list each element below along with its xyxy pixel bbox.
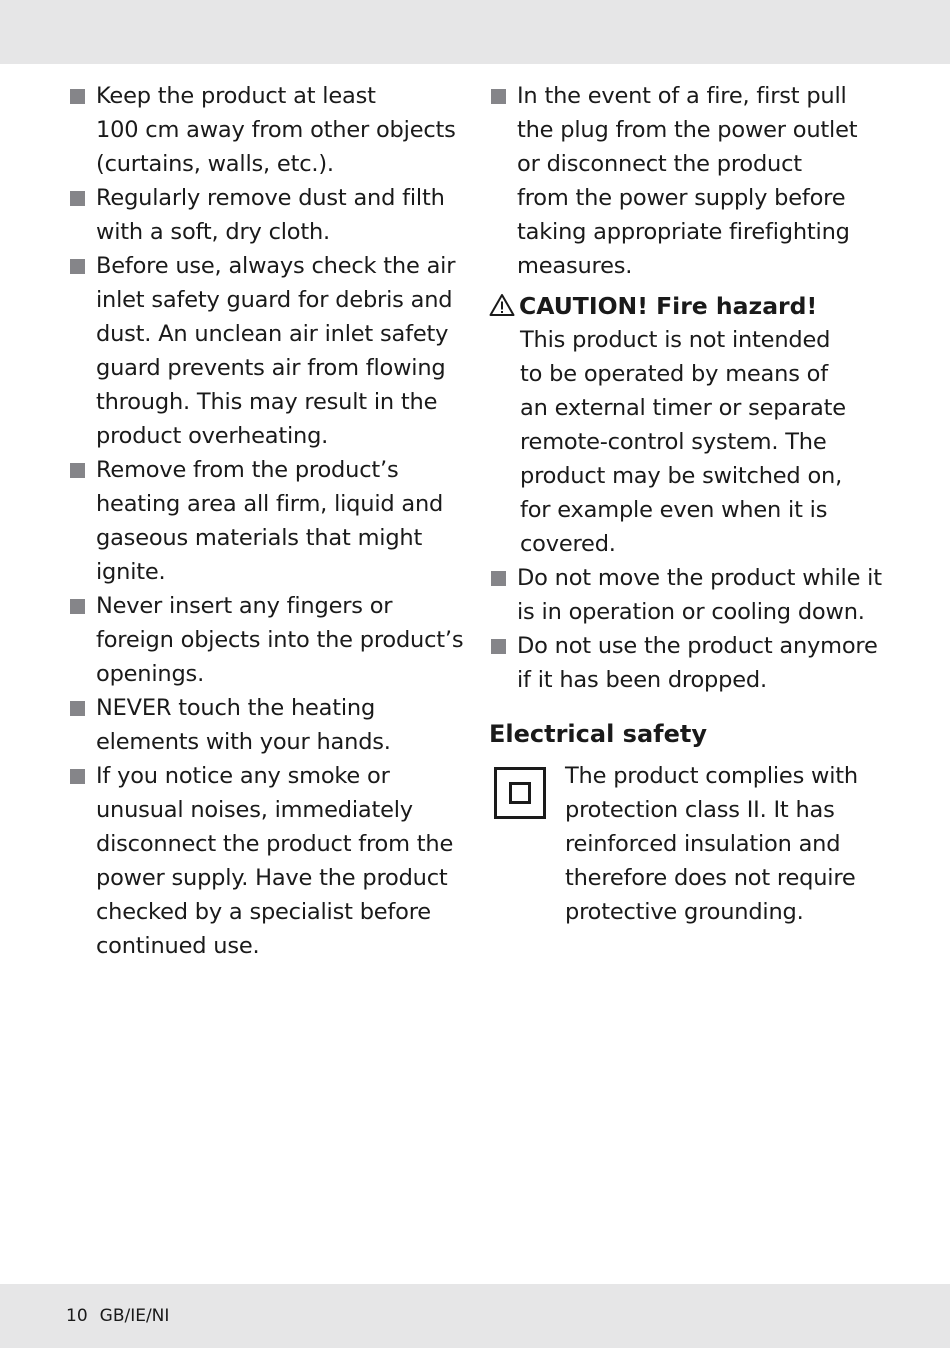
bullet-text-line: inlet safety guard for debris and bbox=[96, 287, 453, 313]
caution-text-line: an external timer or separate bbox=[520, 395, 846, 421]
caution-text-line: This product is not intended bbox=[520, 327, 831, 353]
bullet-text-line: openings. bbox=[96, 661, 205, 687]
bullet-text-line: if it has been dropped. bbox=[517, 667, 767, 693]
header-band bbox=[0, 0, 950, 64]
bullet-square-icon bbox=[70, 463, 85, 478]
bullet-item bbox=[68, 181, 468, 249]
right-bullet-list-top bbox=[489, 79, 889, 283]
bullet-square-icon bbox=[70, 259, 85, 274]
bullet-text-line: Before use, always check the air bbox=[96, 253, 456, 279]
bullet-text-line: measures. bbox=[517, 253, 633, 279]
bullet-text-line: or disconnect the product bbox=[517, 151, 802, 177]
bullet-item bbox=[68, 759, 468, 963]
electrical-safety-text bbox=[565, 759, 889, 929]
caution-body bbox=[489, 323, 889, 561]
bullet-square-icon bbox=[70, 701, 85, 716]
bullet-text-line: (curtains, walls, etc.). bbox=[96, 151, 334, 177]
bullet-text-line: NEVER touch the heating bbox=[96, 695, 376, 721]
bullet-text-line: elements with your hands. bbox=[96, 729, 391, 755]
electrical-safety-text-line: therefore does not require bbox=[565, 865, 856, 891]
bullet-square-icon bbox=[491, 639, 506, 654]
bullet-text-line: In the event of a fire, first pull bbox=[517, 83, 847, 109]
electrical-safety-text-line: protection class II. It has bbox=[565, 797, 835, 823]
bullet-text-line: checked by a specialist before bbox=[96, 899, 431, 925]
electrical-safety-text-line: reinforced insulation and bbox=[565, 831, 841, 857]
bullet-text-line: foreign objects into the product’s bbox=[96, 627, 464, 653]
bullet-square-icon bbox=[70, 89, 85, 104]
caution-text-line: to be operated by means of bbox=[520, 361, 828, 387]
bullet-item bbox=[68, 691, 468, 759]
bullet-text-line: Do not use the product anymore bbox=[517, 633, 878, 659]
bullet-text-line: guard prevents air from flowing bbox=[96, 355, 446, 381]
caution-heading bbox=[489, 289, 889, 323]
bullet-item bbox=[68, 249, 468, 453]
bullet-text-line: Regularly remove dust and filth bbox=[96, 185, 445, 211]
bullet-item bbox=[489, 629, 889, 697]
bullet-text-line: from the power supply before bbox=[517, 185, 846, 211]
bullet-item bbox=[489, 561, 889, 629]
electrical-safety-heading: Electrical safety bbox=[489, 720, 707, 748]
bullet-text-line: disconnect the product from the bbox=[96, 831, 454, 857]
bullet-text-line: dust. An unclean air inlet safety bbox=[96, 321, 449, 347]
bullet-text-line: taking appropriate firefighting bbox=[517, 219, 850, 245]
caution-text-line: for example even when it is bbox=[520, 497, 828, 523]
bullet-text-line: 100 cm away from other objects bbox=[96, 117, 456, 143]
bullet-item bbox=[68, 453, 468, 589]
bullet-text-line: continued use. bbox=[96, 933, 260, 959]
electrical-safety-block bbox=[489, 759, 889, 929]
caution-text-line: remote-control system. The bbox=[520, 429, 827, 455]
protection-class-ii-icon bbox=[494, 767, 546, 819]
protection-class-ii-inner-square bbox=[509, 782, 531, 804]
caution-text-line: product may be switched on, bbox=[520, 463, 843, 489]
bullet-text-line: is in operation or cooling down. bbox=[517, 599, 865, 625]
bullet-text-line: Never insert any fingers or bbox=[96, 593, 393, 619]
bullet-text-line: the plug from the power outlet bbox=[517, 117, 858, 143]
bullet-text-line: Do not move the product while it bbox=[517, 565, 882, 591]
bullet-text-line: product overheating. bbox=[96, 423, 329, 449]
region-code: GB/IE/NI bbox=[99, 1306, 170, 1326]
right-column bbox=[489, 79, 889, 929]
bullet-item bbox=[68, 589, 468, 691]
bullet-item bbox=[68, 79, 468, 181]
electrical-safety-text-line: The product complies with bbox=[565, 763, 858, 789]
bullet-text-line: power supply. Have the product bbox=[96, 865, 448, 891]
caution-text-line: covered. bbox=[520, 531, 616, 557]
bullet-square-icon bbox=[70, 769, 85, 784]
bullet-square-icon bbox=[70, 191, 85, 206]
bullet-text-line: heating area all firm, liquid and bbox=[96, 491, 444, 517]
electrical-safety-text-line: protective grounding. bbox=[565, 899, 804, 925]
bullet-text-line: with a soft, dry cloth. bbox=[96, 219, 330, 245]
bullet-square-icon bbox=[491, 89, 506, 104]
caution-notice bbox=[489, 289, 889, 561]
bullet-text-line: ignite. bbox=[96, 559, 166, 585]
bullet-item bbox=[489, 79, 889, 283]
bullet-text-line: Keep the product at least bbox=[96, 83, 376, 109]
bullet-square-icon bbox=[491, 571, 506, 586]
bullet-text-line: If you notice any smoke or bbox=[96, 763, 390, 789]
left-column bbox=[68, 79, 468, 963]
left-bullet-list bbox=[68, 79, 468, 963]
right-bullet-list-bottom bbox=[489, 561, 889, 697]
caution-title: CAUTION! Fire hazard! bbox=[519, 292, 818, 320]
bullet-text-line: through. This may result in the bbox=[96, 389, 438, 415]
bullet-square-icon bbox=[70, 599, 85, 614]
bullet-text-line: Remove from the product’s bbox=[96, 457, 399, 483]
footer bbox=[66, 1305, 169, 1327]
warning-triangle-icon bbox=[489, 293, 515, 317]
page-number: 10 bbox=[66, 1306, 88, 1326]
bullet-text-line: unusual noises, immediately bbox=[96, 797, 413, 823]
bullet-text-line: gaseous materials that might bbox=[96, 525, 423, 551]
